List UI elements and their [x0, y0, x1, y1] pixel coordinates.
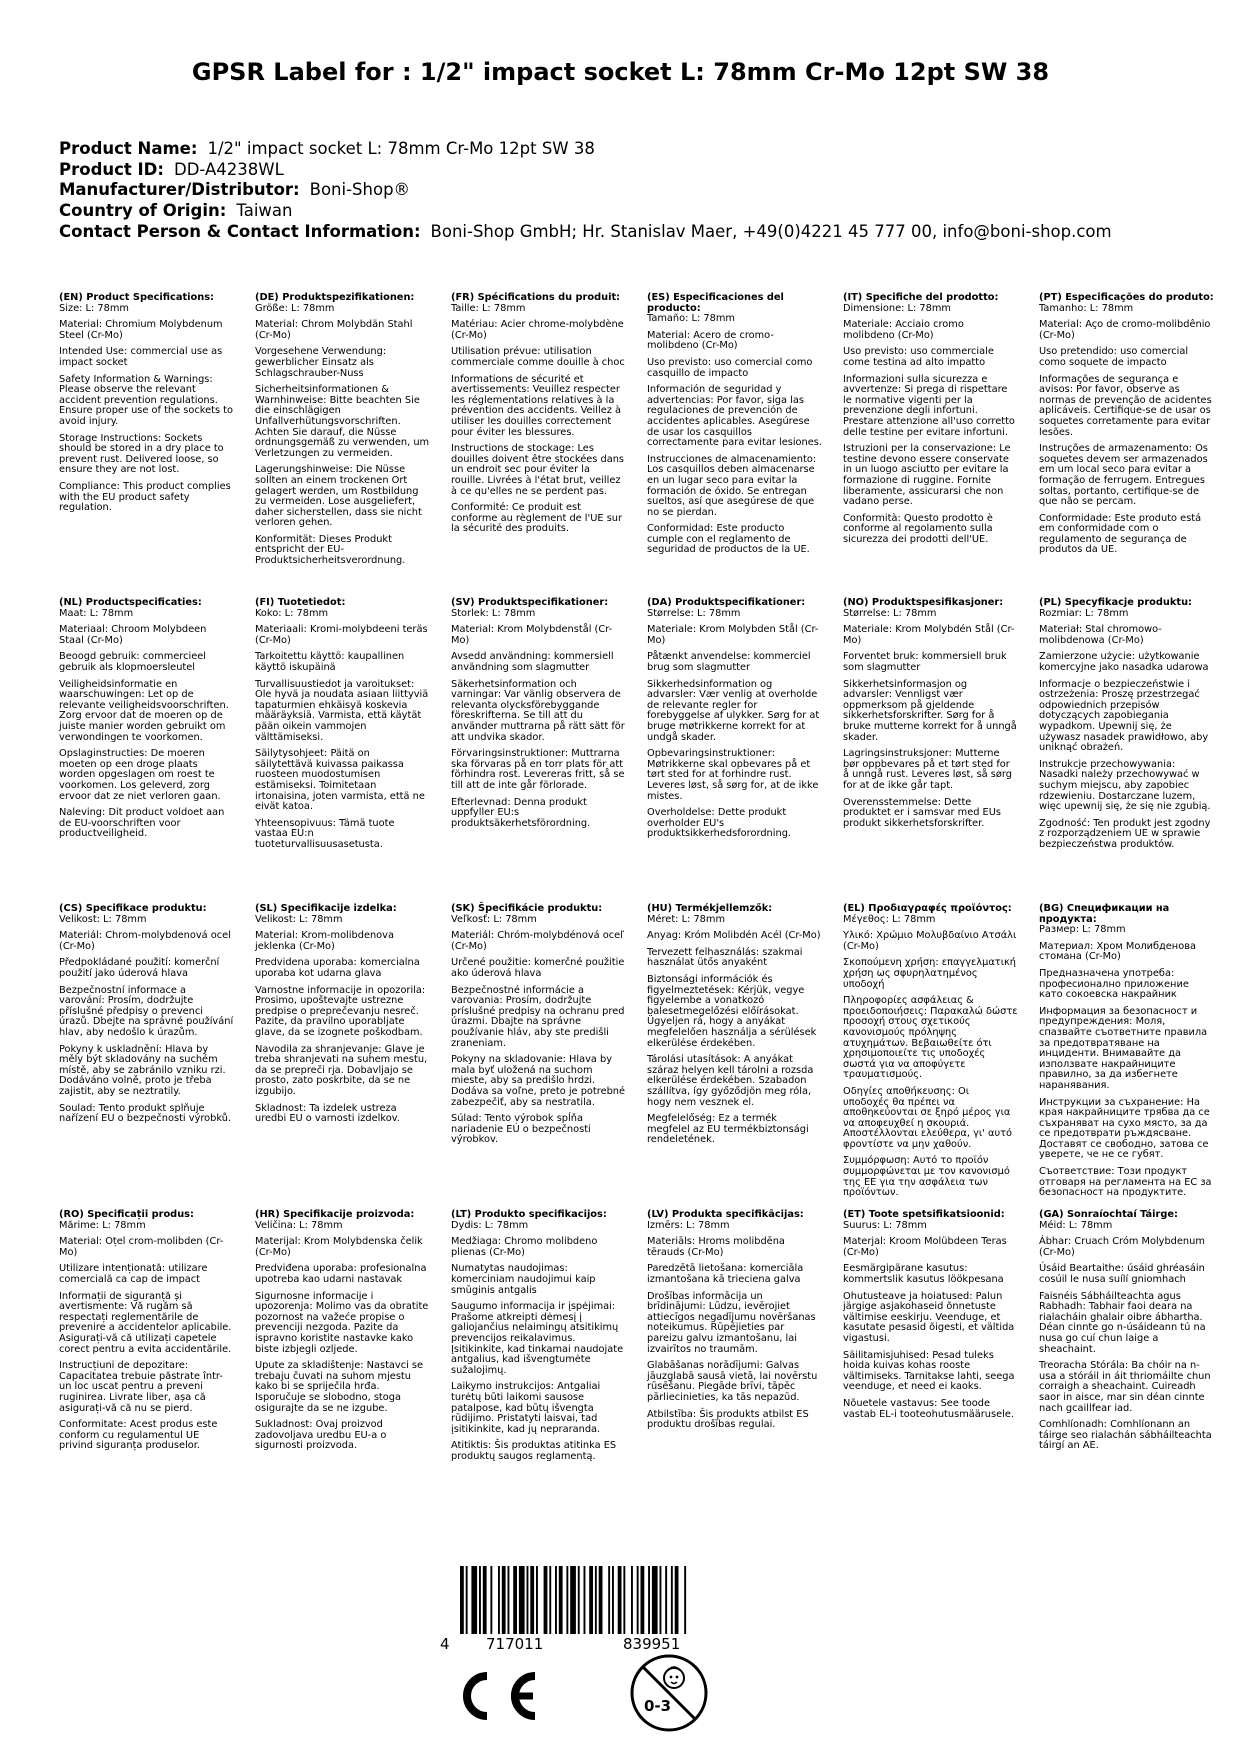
spec-paragraph: Material: Krom-molibdenova jeklenka (Cr-Mo): [255, 930, 394, 952]
spec-paragraph: Sikkerhetsinformasjon og advarsler: Vennligst vær oppmerksom på gjeldende sikkerhetsforskrifter. Sørg for å bruke mutterne korrekt for å unngå skader.: [843, 678, 1017, 743]
spec-paragraph: Материал: Хром Молибденова стомана (Cr-Mo): [1039, 940, 1196, 963]
info-value: Boni-Shop®: [309, 180, 411, 200]
barcode-bar: [566, 1566, 568, 1634]
spec-paragraph: Informações de segurança e avisos: Por favor, observe as normas de prevenção de acidentes aplicáveis. Certifique-se de usar os soquetes corretamente para evitar lesões.: [1039, 373, 1212, 438]
spec-paragraph: Predviđena uporaba: profesionalna upotreba kao udarni nastavak: [255, 1263, 427, 1285]
spec-paragraph: Lagringsinstruksjoner: Mutterne bør oppbevares på et tørt sted for å unngå rust. Leveres løst, så sørg for at de ikke går tapt.: [843, 748, 1012, 791]
language-heading: (DA) Produktspecifikationer:: [647, 597, 806, 608]
language-block: [843, 598, 1018, 835]
spec-paragraph: Utilizare intenționată: utilizare comercială ca cap de impact: [59, 1263, 208, 1285]
spec-paragraph: Pokyny k uskladnění: Hlava by měly být skladovány na suchém místě, aby se zabránilo vzniku rzi. Dodáváno volně, proto je třeba zajistit, aby se neztratily.: [59, 1043, 226, 1097]
spec-paragraph: Navodila za shranjevanje: Glave je treba shranjevati na suhem mestu, da se prepreči rja. Dobavljajo se prosto, zato poskrbite, da se ne izgubijo.: [255, 1043, 428, 1097]
info-line: [59, 201, 1199, 222]
barcode-bar: [648, 1566, 650, 1634]
spec-paragraph: Beoogd gebruik: commercieel gebruik als klopmoersleutel: [59, 651, 206, 673]
spec-paragraph: Zgodność: Ten produkt jest zgodny z rozporządzeniem UE w sprawie bezpieczeństwa produktów.: [1039, 817, 1211, 850]
spec-paragraph: Matériau: Acier chrome-molybdène (Cr-Mo): [451, 319, 624, 341]
language-block: [451, 293, 626, 541]
info-label: Contact Person & Contact Information:: [59, 221, 421, 241]
spec-paragraph: Drošības informācija un brīdinājumi: Lūdzu, ievērojiet attiecīgos negadījumu novēršanas noteikumus. Rūpējieties par pareizu galvu izmantošanu, lai izvairītos no traumām.: [647, 1290, 816, 1355]
language-block: [843, 293, 1018, 551]
barcode-bar: [460, 1566, 464, 1634]
info-value: 1/2" impact socket L: 78mm Cr-Mo 12pt SW 38: [207, 139, 595, 158]
language-block: [1039, 1210, 1214, 1458]
barcode-digit-left: 4: [440, 1635, 450, 1653]
language-block: [647, 1210, 822, 1437]
language-block: [255, 598, 430, 856]
spec-paragraph: Informacje o bezpieczeństwie i ostrzeżenia: Proszę przestrzegać odpowiednich przepisów dotyczących zapobiegania wypadkom. Upewnij się, że używasz nasadek prawidłowo, aby uniknąć obrażeń.: [1039, 678, 1209, 754]
spec-paragraph: Tárolási utasítások: A anyákat száraz helyen kell tárolni a rozsda elkerülése érdekében. Szabadon szállítva, így győződjön meg róla, hogy nem vesznek el.: [647, 1054, 814, 1108]
language-block: [1039, 598, 1214, 856]
product-info: [59, 139, 1199, 243]
spec-paragraph: Sigurnosne informacije i upozorenja: Molimo vas da obratite pozornost na važeće propise o prevenciji nezgoda. Pazite da ispravno koristite nastavke kako biste izbjegli ozljede.: [255, 1290, 429, 1355]
spec-paragraph: Conformitate: Acest produs este conform cu regulamentul UE privind siguranța produselor.: [59, 1419, 218, 1452]
age-warning-label: 0-3: [644, 1697, 672, 1715]
spec-paragraph: Vorgesehene Verwendung: gewerblicher Einsatz als Schlagschrauber-Nuss: [255, 346, 387, 379]
barcode-bar: [684, 1566, 686, 1634]
info-value: DD-A4238WL: [173, 159, 284, 179]
info-label: Manufacturer/Distributor:: [59, 180, 300, 200]
language-block: [255, 293, 430, 573]
language-block: [451, 598, 626, 835]
language-block: [59, 598, 234, 846]
spec-paragraph: Material: Chromium Molybdenum Steel (Cr-Mo): [59, 319, 223, 341]
spec-paragraph: Anyag: Króm Molibdén Acél (Cr-Mo): [647, 930, 821, 942]
barcode-bar: [502, 1566, 506, 1634]
language-heading: (SK) Špecifikácie produktu:: [451, 903, 603, 914]
spec-paragraph: Tamaño: L: 78mm: [647, 313, 735, 325]
barcode-bar: [584, 1566, 586, 1634]
spec-paragraph: Размер: L: 78mm: [1039, 924, 1126, 936]
spec-paragraph: Intended Use: commercial use as impact socket: [59, 346, 223, 368]
spec-paragraph: Rozmiar: L: 78mm: [1039, 607, 1129, 619]
info-line: [59, 222, 1199, 243]
spec-paragraph: Οδηγίες αποθήκευσης: Οι υποδοχές θα πρέπει να αποθηκεύονται σε ξηρό μέρος για να αποφευχθεί η σκουριά. Αποστέλλονται ελεύθερα, γι' αυτό φροντίστε να μην χαθούν.: [843, 1085, 1013, 1150]
spec-paragraph: Información de seguridad y advertencias: Por favor, siga las regulaciones de prevención de accidentes aplicables. Asegúrese de usar los casquillos correctamente para evitar lesiones.: [647, 384, 822, 449]
spec-paragraph: Materiaali: Kromi-molybdeeni teräs (Cr-Mo): [255, 624, 428, 646]
language-heading: (RO) Specificații produs:: [59, 1209, 194, 1220]
spec-paragraph: Σκοπούμενη χρήση: επαγγελματική χρήση ως σφυρηλατημένος υποδοχή: [843, 957, 1016, 990]
spec-paragraph: Materjal: Kroom Molübdeen Teras (Cr-Mo): [843, 1236, 1007, 1258]
language-block: [255, 904, 430, 1131]
spec-paragraph: Veličina: L: 78mm: [255, 1219, 343, 1231]
language-heading: (FI) Tuotetiedot:: [255, 597, 346, 608]
spec-paragraph: Material: Chrom Molybdän Stahl (Cr-Mo): [255, 319, 413, 341]
barcode-bar: [641, 1566, 645, 1634]
spec-paragraph: Material: Oțel crom-molibden (Cr-Mo): [59, 1236, 224, 1258]
spec-paragraph: Saugumo informacija ir įspėjimai: Prašome atkreipti dėmesį į galiojančius nelaimingų atsitikimų prevencijos reikalavimus. Įsitikinkite, kad tinkamai naudojate antgalius, kad išvengtumėte sužalojimų.: [451, 1301, 624, 1376]
barcode-bar: [665, 1566, 667, 1634]
spec-paragraph: Taille: L: 78mm: [451, 302, 526, 314]
barcode-bar: [589, 1566, 593, 1634]
spec-paragraph: Информация за безопасност и предупреждения: Моля, спазвайте съответните правила за предотвратяване на инциденти. Внимавайте да използвате накрайниците правилно, за да избегнете наранявания.: [1039, 1005, 1208, 1091]
barcode-bar: [530, 1566, 534, 1634]
language-heading: (HU) Termékjellemzők:: [647, 903, 773, 914]
barcode-bar: [559, 1566, 563, 1634]
spec-paragraph: Ábhar: Cruach Cróm Molybdenum (Cr-Mo): [1039, 1236, 1205, 1258]
spec-paragraph: Veiligheidsinformatie en waarschuwingen: Let op de relevante veiligheidsvoorschriften. Zorg ervoor dat de moeren op de juiste manier worden gebruikt om verwondingen te voorkomen.: [59, 678, 229, 743]
spec-paragraph: Megfelelőség: Ez a termék megfelel az EU termékbiztonsági rendeletének.: [647, 1113, 809, 1146]
spec-paragraph: Izmērs: L: 78mm: [647, 1219, 730, 1231]
spec-paragraph: Size: L: 78mm: [59, 302, 129, 314]
spec-paragraph: Materiāls: Hroms molibdēna tērauds (Cr-Mo): [647, 1236, 785, 1258]
info-line: [59, 160, 1199, 181]
barcode-bar: [513, 1566, 517, 1634]
spec-paragraph: Tarkoitettu käyttö: kaupallinen käyttö iskupäinä: [255, 651, 405, 673]
language-block: [843, 904, 1018, 1205]
info-label: Product Name:: [59, 139, 198, 158]
spec-paragraph: Instruções de armazenamento: Os soquetes devem ser armazenados em um local seco para evitar a formação de ferrugem. Entregues soltas, portanto, certifique-se de que não se percam.: [1039, 443, 1208, 508]
spec-paragraph: Glabāšanas norādījumi: Galvas jāuzglabā sausā vietā, lai novērstu rūsēšanu. Piegāde brīvi, tāpēc pārliecinieties, ka tās nepazūd.: [647, 1360, 818, 1403]
spec-paragraph: Biztonsági információk és figyelmeztetések: Kérjük, vegye figyelembe a vonatkozó balesetmegelőzési előírásokat. Ügyeljen rá, hogy a anyákat megfelelően használja a sérülések elkerülése érdekében.: [647, 973, 817, 1049]
spec-paragraph: Συμμόρφωση: Αυτό το προϊόν συμμορφώνεται με τον κανονισμό της ΕΕ για την ασφάλεια των προϊόντων.: [843, 1155, 1010, 1199]
language-block: [647, 904, 822, 1152]
spec-paragraph: Súlad: Tento výrobok spĺňa nariadenie EÚ o bezpečnosti výrobkov.: [451, 1113, 591, 1146]
language-block: [451, 1210, 626, 1468]
spec-paragraph: Treoracha Stórála: Ba chóir na n-usa a stóráil in áit thriomáilte chun corraigh a sheachaint. Cuireadh saor in aisce, mar sin déan cinnte nach gcaillfear iad.: [1039, 1360, 1211, 1414]
spec-paragraph: Instrukcje przechowywania: Nasadki należy przechowywać w suchym miejscu, aby zapobiec rdzewieniu. Dostarczane luzem, więc upewnij się, że się nie zgubią.: [1039, 758, 1211, 813]
spec-paragraph: Dimensione: L: 78mm: [843, 302, 951, 314]
language-heading: (PL) Specyfikacje produktu:: [1039, 597, 1192, 608]
language-block: [1039, 904, 1214, 1205]
baby-face-icon: [664, 1667, 684, 1688]
spec-paragraph: Instructions de stockage: Les douilles doivent être stockées dans un endroit sec pour éviter la rouille. Livrées à l'état brut, veillez à ce qu'elles ne se perdent pas.: [451, 443, 625, 497]
spec-paragraph: Materiál: Chrom-molybdenová ocel (Cr-Mo): [59, 930, 231, 952]
barcode-group-1: 717011: [486, 1635, 544, 1653]
language-heading: (ES) Especificaciones del producto:: [647, 292, 784, 314]
language-block: [59, 293, 234, 520]
spec-paragraph: Opbevaringsinstruktioner: Møtrikkerne skal opbevares på et tørt sted for at forhindre rust. Leveres løst, så sørg for, at de ikke mistes.: [647, 748, 819, 802]
info-label: Product ID:: [59, 159, 164, 179]
spec-paragraph: Méret: L: 78mm: [647, 913, 726, 925]
spec-paragraph: Varnostne informacije in opozorila: Prosimo, upoštevajte ustrezne predpise o preprečevanju nesreč. Pazite, da pravilno uporabljate glave, da se izognete poškodbam.: [255, 984, 426, 1038]
spec-paragraph: Eesmärgipärane kasutus: kommertslik kasutus löökpesana: [843, 1263, 1004, 1285]
barcode-bar: [508, 1566, 510, 1634]
barcode-bar: [536, 1566, 538, 1634]
spec-paragraph: Sukladnost: Ovaj proizvod zadovoljava uredbu EU-a o sigurnosti proizvoda.: [255, 1419, 387, 1452]
spec-paragraph: Soulad: Tento produkt splňuje nařízení EU o bezpečnosti výrobků.: [59, 1102, 232, 1125]
spec-paragraph: Dydis: L: 78mm: [451, 1219, 529, 1231]
spec-paragraph: Turvallisuustiedot ja varoitukset: Ole hyvä ja noudata asiaan liittyviä tapaturmien ehkäisyä koskevia määräyksiä. Varmista, että käytät pään oikein vammojen välttämiseksi.: [255, 678, 429, 743]
spec-paragraph: Säilytysohjeet: Päitä on säilytettävä kuivassa paikassa ruosteen muodostumisen estämiseksi. Toimitetaan irtonaisina, joten varmista, että ne eivät katoa.: [255, 748, 425, 813]
barcode-bar: [498, 1566, 500, 1634]
spec-paragraph: Material: Krom Molybdenstål (Cr-Mo): [451, 624, 613, 646]
spec-paragraph: Conformité: Ce produit est conforme au règlement de l'UE sur la sécurité des produits.: [451, 502, 623, 535]
barcode-bar: [595, 1566, 597, 1634]
spec-paragraph: Určené použitie: komerčné použitie ako úderová hlava: [451, 957, 625, 979]
language-heading: (SL) Specifikacije izdelka:: [255, 903, 397, 914]
spec-paragraph: Storlek: L: 78mm: [451, 607, 536, 619]
spec-paragraph: Avsedd användning: kommersiell användning som slagmutter: [451, 651, 614, 673]
language-heading: (EN) Product Specifications:: [59, 292, 214, 303]
spec-paragraph: Nõuetele vastavus: See toode vastab EL-i tooteohutusmäärusele.: [843, 1397, 1014, 1420]
spec-paragraph: Overholdelse: Dette produkt overholder EU's produktsikkerhedsforordning.: [647, 807, 792, 840]
spec-paragraph: Informations de sécurité et avertissements: Veuillez respecter les réglementations relatives à la prévention des accidents. Veillez à utiliser les douilles correctement pour éviter les blessures.: [451, 373, 621, 438]
spec-paragraph: Paredzētā lietošana: komerciāla izmantošana kā trieciena galva: [647, 1263, 804, 1285]
spec-paragraph: Medžiaga: Chromo molibdeno plienas (Cr-Mo): [451, 1236, 598, 1258]
language-heading: (BG) Спецификации на продукта:: [1039, 903, 1170, 925]
spec-paragraph: Material: Aço de cromo-molibdênio (Cr-Mo): [1039, 319, 1211, 341]
language-heading: (CS) Specifikace produktu:: [59, 903, 207, 914]
spec-paragraph: Materiál: Chróm-molybdénová oceľ (Cr-Mo): [451, 930, 624, 952]
spec-paragraph: Opslaginstructies: De moeren moeten op een droge plaats worden opgeslagen om roest te voorkomen. Los geleverd, zorg ervoor dat ze niet verloren gaan.: [59, 748, 221, 802]
language-heading: (NL) Productspecificaties:: [59, 597, 202, 608]
spec-paragraph: Materiale: Krom Molybden Stål (Cr-Mo): [647, 624, 819, 646]
spec-paragraph: Koko: L: 78mm: [255, 607, 329, 619]
barcode-bar: [483, 1566, 487, 1634]
spec-paragraph: Suurus: L: 78mm: [843, 1219, 927, 1231]
barcode-bar: [618, 1566, 622, 1634]
spec-paragraph: Предназначена употреба: професионално приложение като сокоевска накрайник: [1039, 967, 1189, 1001]
barcode-bar: [490, 1566, 492, 1634]
spec-paragraph: Uso previsto: uso comercial como casquillo de impacto: [647, 356, 813, 379]
language-heading: (ET) Toote spetsifikatsioonid:: [843, 1209, 1005, 1220]
spec-paragraph: Materiaal: Chroom Molybdeen Staal (Cr-Mo): [59, 624, 207, 646]
language-heading: (DE) Produktspezifikationen:: [255, 292, 415, 303]
language-heading: (PT) Especificações do produto:: [1039, 292, 1214, 303]
language-heading: (GA) Sonraíochtaí Táirge:: [1039, 1209, 1178, 1220]
barcode-bar: [578, 1566, 580, 1634]
spec-paragraph: Sicherheitsinformationen & Warnhinweise: Bitte beachten Sie die einschlägigen Unfallverhütungsvorschriften. Achten Sie darauf, die Nüsse ordnungsgemäß zu verwenden, um Verletzungen zu vermeiden.: [255, 384, 430, 459]
language-block: [1039, 293, 1214, 562]
spec-paragraph: Größe: L: 78mm: [255, 302, 335, 314]
language-block: [451, 904, 626, 1152]
spec-paragraph: Πληροφορίες ασφάλειας & προειδοποιήσεις: Παρακαλώ δώστε προσοχή στους σχετικούς κανονισμούς πρόληψης ατυχημάτων. Βεβαιωθείτε ότι χρησιμοποιείτε τις υποδοχές σωστά για να αποφύγετε τραυματισμούς.: [843, 995, 1018, 1081]
language-heading: (EL) Προδιαγραφές προϊόντος:: [843, 903, 1012, 914]
spec-paragraph: Laikymo instrukcijos: Antgaliai turėtų būti laikomi sausose patalpose, kad būtų išvengta rūdijimo. Pristatyti laisvai, tad įsitikinkite, kad jų nepraranda.: [451, 1381, 601, 1435]
spec-paragraph: Naleving: Dit product voldoet aan de EU-voorschriften voor productveiligheid.: [59, 807, 225, 840]
barcode-bar: [466, 1566, 468, 1634]
spec-paragraph: Tervezett felhasználás: szakmai használat ütős anyaként: [647, 946, 803, 969]
barcode-bar: [479, 1566, 481, 1634]
language-heading: (SV) Produktspecifikationer:: [451, 597, 609, 608]
page-title: GPSR Label for : 1/2" impact socket L: 78mm Cr-Mo 12pt SW 38: [191, 58, 1050, 86]
spec-paragraph: Upute za skladištenje: Nastavci se trebaju čuvati na suhom mjestu kako bi se spriječila hrđa. Isporučuje se slobodno, stoga osigurajte da se ne izgube.: [255, 1360, 424, 1414]
barcode-bar: [519, 1566, 525, 1634]
spec-paragraph: Maat: L: 78mm: [59, 607, 134, 619]
spec-paragraph: Lagerungshinweise: Die Nüsse sollten an einem trockenen Ort gelagert werden, um Rostbildung zu vermeiden. Lose ausgeliefert, daher sicherstellen, dass sie nicht verloren gehen.: [255, 464, 422, 529]
spec-paragraph: Numatytas naudojimas: komerciniam naudojimui kaip smūginis antgalis: [451, 1263, 596, 1296]
spec-paragraph: Méid: L: 78mm: [1039, 1219, 1113, 1231]
spec-paragraph: Utilisation prévue: utilisation commerciale comme douille à choc: [451, 346, 625, 368]
spec-paragraph: Konformität: Dieses Produkt entspricht der EU-Produktsicherheitsverordnung.: [255, 533, 406, 567]
info-value: Boni-Shop GmbH; Hr. Stanislav Maer, +49(0)4221 45 777 00, info@boni-shop.com: [430, 221, 1112, 241]
spec-paragraph: Säilitamisjuhised: Pesad tuleks hoida kuivas kohas rooste vältimiseks. Tarnitakse lahti, seega veenduge, et need ei kaoks.: [843, 1349, 1015, 1393]
spec-paragraph: Skladnost: Ta izdelek ustreza uredbi EU o varnosti izdelkov.: [255, 1102, 400, 1125]
spec-paragraph: Informazioni sulla sicurezza e avvertenze: Si prega di rispettare le normative vigenti per la prevenzione degli infortuni. Prestare attenzione all'uso corretto delle testine per evitare infortuni.: [843, 373, 1015, 438]
spec-paragraph: Påtænkt anvendelse: kommerciel brug som slagmutter: [647, 651, 811, 673]
language-block: [59, 1210, 234, 1458]
spec-paragraph: Faisnéis Sábháilteachta agus Rabhadh: Tabhair faoi deara na rialacháin ghalair oibre ábhartha. Déan cinnte go n-úsáideann tú na nusa go cuí chun laige a sheachaint.: [1039, 1290, 1206, 1355]
spec-paragraph: Materiale: Krom Molybdén Stål (Cr-Mo): [843, 624, 1015, 646]
language-block: [255, 1210, 430, 1458]
spec-paragraph: Bezpečnostní informace a varování: Prosím, dodržujte příslušné předpisy o prevenci úrazů. Dbejte na správné používání hlav, aby nedošlo k úrazům.: [59, 984, 234, 1038]
spec-paragraph: Material: Acero de cromo-molibdeno (Cr-Mo): [647, 329, 774, 352]
age-warning-icon: [629, 1653, 709, 1733]
spec-paragraph: Bezpečnostné informácie a varovania: Prosím, dodržujte príslušné predpisy na ochranu pred úrazmi. Dbajte na správne používanie hláv, aby ste predišli zraneniam.: [451, 984, 625, 1049]
language-heading: (NO) Produktspesifikasjoner:: [843, 597, 1004, 608]
language-heading: (FR) Spécifications du produit:: [451, 292, 621, 303]
spec-paragraph: Velikost: L: 78mm: [59, 913, 147, 925]
spec-paragraph: Sikkerhedsinformation og advarsler: Vær venlig at overholde de relevante regler for forebyggelse af ulykker. Sørg for at bruge møtrikkerne korrekt for at undgå skader.: [647, 678, 820, 743]
spec-paragraph: Uso previsto: uso commerciale come testina ad alto impatto: [843, 346, 994, 368]
barcode-bar: [527, 1566, 529, 1634]
spec-paragraph: Uso pretendido: uso comercial como soquete de impacto: [1039, 346, 1189, 368]
spec-paragraph: Compliance: This product complies with the EU product safety regulation.: [59, 480, 231, 514]
spec-paragraph: Predvidena uporaba: komercialna uporaba kot udarna glava: [255, 957, 420, 979]
barcode: [440, 1566, 750, 1656]
barcode-bar: [599, 1566, 603, 1634]
info-line: [59, 139, 1199, 160]
spec-paragraph: Conformidad: Este producto cumple con el reglamento de seguridad de productos de la UE.: [647, 523, 810, 556]
language-block: [59, 904, 234, 1131]
language-heading: (HR) Specifikacije proizvoda:: [255, 1209, 415, 1220]
barcode-bar: [623, 1566, 625, 1634]
barcode-bar: [652, 1566, 658, 1634]
spec-paragraph: Instrucciones de almacenamiento: Los casquillos deben almacenarse en un lugar seco para evitar la formación de óxido. Se entregan sueltos, así que asegúrese de que no se pierdan.: [647, 453, 817, 518]
spec-paragraph: Съответствие: Този продукт отговаря на регламента на ЕС за безопасност на продуктите.: [1039, 1166, 1212, 1199]
language-block: [843, 1210, 1018, 1426]
spec-paragraph: Yhteensopivuus: Tämä tuote vastaa EU:n tuoteturvallisuusasetusta.: [255, 817, 395, 850]
barcode-bar: [675, 1566, 679, 1634]
barcode-bar: [671, 1566, 673, 1634]
barcode-bar: [631, 1566, 633, 1634]
info-value: Taiwan: [236, 201, 293, 221]
info-line: [59, 180, 1199, 201]
spec-paragraph: Ohutusteave ja hoiatused: Palun järgige asjakohaseid õnnetuste vältimise eeskirju. Veenduge, et kasutate pesasid õigesti, et vältida vigastusi.: [843, 1290, 1015, 1344]
spec-paragraph: Comhlíonadh: Comhlíonann an táirge seo rialachán sábháilteachta táirgí an AE.: [1039, 1419, 1212, 1452]
spec-paragraph: Safety Information & Warnings: Please observe the relevant accident prevention regulations. Ensure proper use of the sockets to avoid injury.: [59, 373, 234, 427]
barcode-bar: [555, 1566, 557, 1634]
barcode-bar: [570, 1566, 576, 1634]
spec-paragraph: Pokyny na skladovanie: Hlava by mala byť uložená na suchom mieste, aby sa predišlo hrdzi. Dodáva sa voľne, preto je potrebné zabezpečiť, aby sa nestratila.: [451, 1054, 626, 1108]
info-label: Country of Origin:: [59, 201, 227, 221]
spec-paragraph: Størrelse: L: 78mm: [647, 607, 741, 619]
spec-paragraph: Atitiktis: Šis produktas atitinka ES produktų saugos reglamentą.: [451, 1440, 617, 1462]
barcode-bar: [612, 1566, 614, 1634]
spec-paragraph: Předpokládané použití: komerční použití jako úderová hlava: [59, 957, 220, 979]
spec-paragraph: Zamierzone użycie: użytkowanie komercyjne jako nasadka udarowa: [1039, 651, 1209, 673]
spec-paragraph: Veľkosť: L: 78mm: [451, 913, 537, 925]
spec-paragraph: Forventet bruk: kommersiell bruk som slagmutter: [843, 651, 1007, 673]
barcode-bar: [544, 1566, 548, 1634]
spec-paragraph: Storage Instructions: Sockets should be stored in a dry place to prevent rust. Delivered loose, so ensure they are not lost.: [59, 432, 224, 476]
spec-paragraph: Materiale: Acciaio cromo molibdeno (Cr-Mo): [843, 319, 964, 341]
spec-paragraph: Overensstemmelse: Dette produktet er i samsvar med EUs produkt sikkerhetsforskrifter.: [843, 796, 1002, 829]
spec-paragraph: Velikost: L: 78mm: [255, 913, 343, 925]
spec-paragraph: Istruzioni per la conservazione: Le testine devono essere conservate in un luogo asciutto per evitare la formazione di ruggine. Fornite liberamente, assicurarsi che non vadano perse.: [843, 443, 1011, 508]
barcode-bar: [660, 1566, 662, 1634]
spec-paragraph: Materijal: Krom Molybdenska čelik (Cr-Mo): [255, 1236, 423, 1258]
spec-paragraph: Informații de siguranță și avertismente: Vă rugăm să respectați reglementările de prevenire a accidentelor aplicabile. Asigurați-vă că utilizați capetele corect pentru a evita accidentările.: [59, 1290, 232, 1355]
spec-paragraph: Mărime: L: 78mm: [59, 1219, 146, 1231]
spec-paragraph: Conformità: Questo prodotto è conforme al regolamento sulla sicurezza dei prodotti dell'UE.: [843, 512, 993, 545]
spec-paragraph: Atbilstība: Šis produkts atbilst ES produktu drošības regulai.: [647, 1408, 809, 1431]
barcode-bars: [460, 1566, 686, 1634]
barcode-bar: [637, 1566, 639, 1634]
language-heading: (LT) Produkto specifikacijos:: [451, 1209, 607, 1220]
barcode-bar: [471, 1566, 477, 1634]
language-block: [647, 293, 822, 562]
ce-mark-icon: [451, 1666, 539, 1726]
spec-paragraph: Conformidade: Este produto está em conformidade com o regulamento de segurança de produtos da UE.: [1039, 512, 1202, 556]
spec-paragraph: Úsáid Beartaithe: úsáid ghréasáin cosúil le nusa suílí gniomhach: [1039, 1263, 1205, 1285]
spec-paragraph: Størrelse: L: 78mm: [843, 607, 937, 619]
spec-paragraph: Förvaringsinstruktioner: Muttrarna ska förvaras på en torr plats för att förhindra rost. Levereras fritt, så se till att de inte går förlorade.: [451, 748, 625, 791]
barcode-bar: [549, 1566, 551, 1634]
spec-paragraph: Tamanho: L: 78mm: [1039, 302, 1134, 314]
spec-paragraph: Μέγεθος: L: 78mm: [843, 913, 936, 925]
language-block: [647, 598, 822, 846]
spec-paragraph: Υλικό: Χρώμιο Μολυβδαίνιο Ατσάλι (Cr-Mo): [843, 930, 1017, 952]
spec-paragraph: Инструкции за съхранение: На края накрайниците трябва да се съхраняват на сухо място, за да се предотврати ръждясване. Доставят се свободно, затова се уверете, че не се губят.: [1039, 1096, 1210, 1161]
language-heading: (IT) Specifiche del prodotto:: [843, 292, 999, 303]
spec-paragraph: Säkerhetsinformation och varningar: Var vänlig observera de relevanta olycksförebyggande föreskrifterna. Se till att du använder muttrarna på rätt sätt för att undvika skador.: [451, 678, 625, 743]
barcode-group-2: 839951: [623, 1635, 681, 1653]
spec-paragraph: Materiał: Stal chromowo-molibdenowa (Cr-Mo): [1039, 624, 1162, 646]
barcode-bar: [608, 1566, 610, 1634]
language-heading: (LV) Produkta specifikācijas:: [647, 1209, 804, 1220]
spec-paragraph: Instrucțiuni de depozitare: Capacitatea trebuie păstrate într-un loc uscat pentru a preveni ruginirea. Livrate liber, așa că asigurați-vă că nu se pierd.: [59, 1360, 223, 1414]
spec-paragraph: Efterlevnad: Denna produkt uppfyller EU:s produktsäkerhetsförordning.: [451, 796, 591, 829]
